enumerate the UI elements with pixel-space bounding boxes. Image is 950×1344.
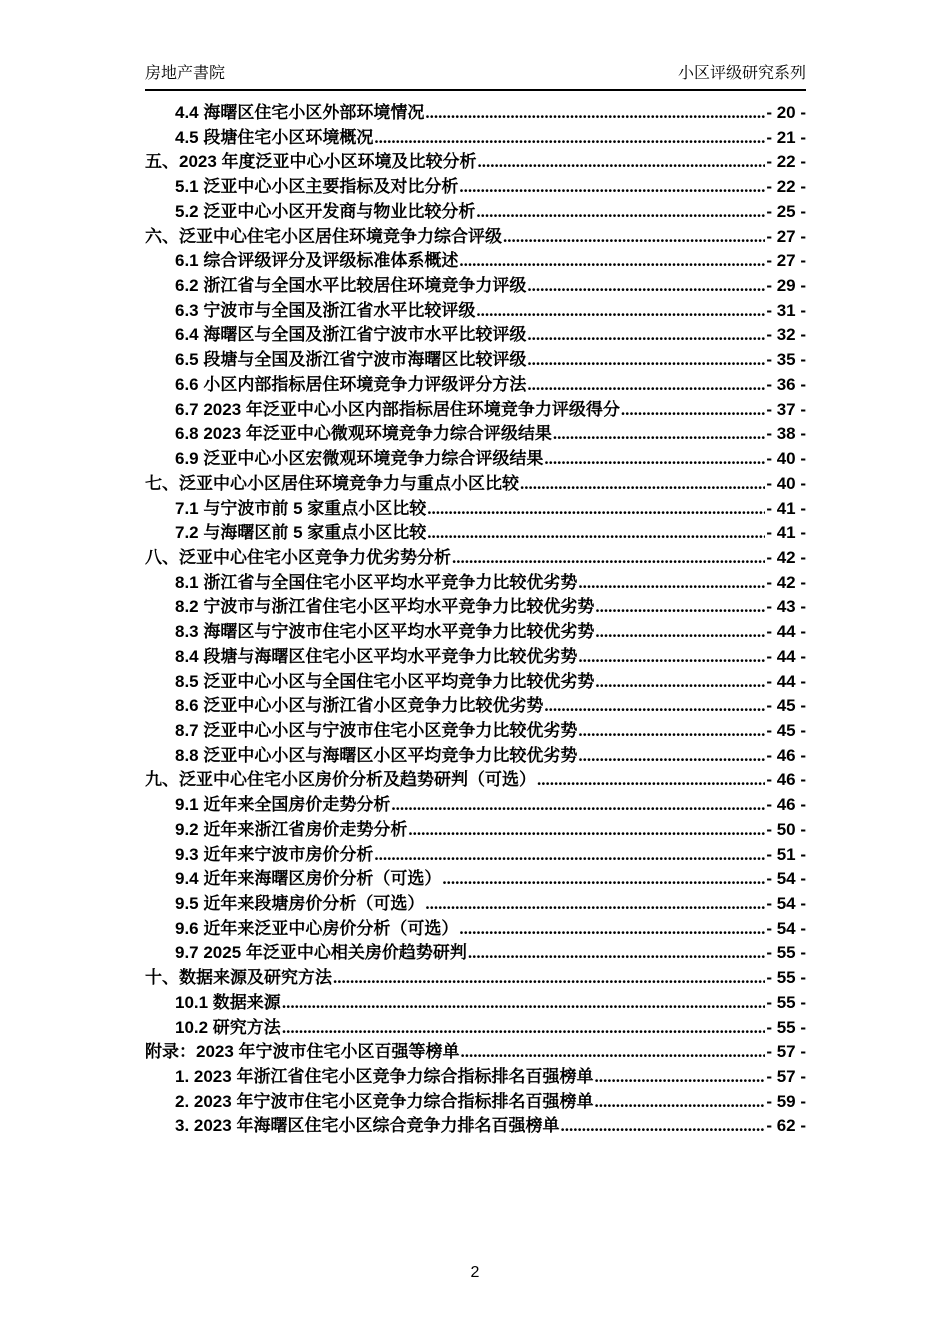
toc-entry[interactable] (145, 793, 806, 818)
toc-entry-title: 2. 2023 年宁波市住宅小区竞争力综合指标排名百强榜单 (175, 1091, 594, 1111)
toc-dot-leader (537, 768, 765, 793)
toc-dot-leader (527, 373, 765, 398)
toc-entry-title: 9.6 近年来泛亚中心房价分析（可选） (175, 918, 459, 938)
toc-dot-leader (391, 793, 765, 818)
toc-entry-title: 9.2 近年来浙江省房价走势分析 (175, 819, 408, 839)
toc-page-number: - 40 - (766, 473, 806, 493)
toc-entry-title: 7.2 与海曙区前 5 家重点小区比较 (175, 523, 427, 543)
toc-entry[interactable] (145, 818, 806, 843)
toc-list (145, 101, 806, 1139)
toc-entry[interactable] (145, 398, 806, 423)
toc-entry[interactable] (145, 348, 806, 373)
toc-dot-leader (594, 1065, 765, 1090)
toc-entry[interactable] (145, 694, 806, 719)
toc-page-number: - 31 - (766, 300, 806, 320)
toc-entry[interactable] (145, 323, 806, 348)
toc-dot-leader (553, 422, 765, 447)
toc-entry[interactable] (145, 917, 806, 942)
toc-dot-leader (560, 1114, 765, 1139)
toc-entry[interactable] (145, 670, 806, 695)
toc-entry[interactable] (145, 867, 806, 892)
toc-entry-title: 六、泛亚中心住宅小区居住环境竞争力综合评级 (145, 226, 502, 246)
toc-page-number: - 46 - (766, 770, 806, 790)
toc-page-number: - 46 - (766, 795, 806, 815)
toc-entry-title: 九、泛亚中心住宅小区房价分析及趋势研判（可选） (145, 770, 536, 790)
toc-entry[interactable] (145, 472, 806, 497)
toc-entry[interactable] (145, 843, 806, 868)
toc-page-number: - 51 - (766, 844, 806, 864)
toc-page-number: - 54 - (766, 918, 806, 938)
toc-entry-title: 4.5 段塘住宅小区环境概况 (175, 127, 374, 147)
header-series-title: 小区评级研究系列 (677, 65, 806, 82)
footer-page-number: 2 (470, 1264, 480, 1281)
toc-page-number: - 41 - (766, 523, 806, 543)
toc-entry[interactable] (145, 150, 806, 175)
toc-entry[interactable] (145, 249, 806, 274)
toc-dot-leader (578, 744, 765, 769)
toc-dot-leader (621, 398, 765, 423)
toc-dot-leader (578, 645, 765, 670)
toc-page-number: - 41 - (766, 498, 806, 518)
toc-entry[interactable] (145, 200, 806, 225)
toc-dot-leader (459, 917, 765, 942)
toc-page-number: - 21 - (766, 127, 806, 147)
toc-dot-leader (459, 249, 765, 274)
toc-entry[interactable] (145, 768, 806, 793)
toc-page-number: - 55 - (766, 968, 806, 988)
toc-entry[interactable] (145, 941, 806, 966)
toc-dot-leader (374, 843, 765, 868)
toc-entry-title: 8.7 泛亚中心小区与宁波市住宅小区竞争力比较优劣势 (175, 720, 578, 740)
toc-dot-leader (452, 546, 765, 571)
toc-entry-title: 9.7 2025 年泛亚中心相关房价趋势研判 (175, 943, 467, 963)
toc-entry-title: 五、2023 年度泛亚中心小区环境及比较分析 (145, 152, 477, 172)
toc-entry[interactable] (145, 1040, 806, 1065)
toc-page-number: - 22 - (766, 177, 806, 197)
toc-entry-title: 6.3 宁波市与全国及浙江省水平比较评级 (175, 300, 476, 320)
toc-dot-leader (478, 150, 766, 175)
toc-entry[interactable] (145, 620, 806, 645)
toc-dot-leader (282, 1016, 766, 1041)
toc-page-number: - 54 - (766, 869, 806, 889)
toc-entry-title: 6.2 浙江省与全国水平比较居住环境竞争力评级 (175, 276, 527, 296)
toc-entry-title: 6.8 2023 年泛亚中心微观环境竞争力综合评级结果 (175, 424, 552, 444)
toc-dot-leader (595, 670, 765, 695)
toc-entry[interactable] (145, 571, 806, 596)
toc-entry-title: 6.1 综合评级评分及评级标准体系概述 (175, 251, 459, 271)
toc-entry[interactable] (145, 546, 806, 571)
toc-page-number: - 59 - (766, 1091, 806, 1111)
toc-page-number: - 35 - (766, 350, 806, 370)
toc-entry-title: 8.4 段塘与海曙区住宅小区平均水平竞争力比较优劣势 (175, 646, 578, 666)
toc-entry[interactable] (145, 1065, 806, 1090)
toc-page-number: - 44 - (766, 671, 806, 691)
toc-entry-title: 7.1 与宁波市前 5 家重点小区比较 (175, 498, 427, 518)
toc-entry[interactable] (145, 175, 806, 200)
toc-entry-title: 8.8 泛亚中心小区与海曙区小区平均竞争力比较优劣势 (175, 745, 578, 765)
toc-page-number: - 38 - (766, 424, 806, 444)
toc-page-number: - 45 - (766, 696, 806, 716)
toc-page-number: - 57 - (766, 1067, 806, 1087)
toc-dot-leader (527, 274, 765, 299)
toc-entry[interactable] (145, 422, 806, 447)
header-brand: 房地产書院 (145, 65, 226, 82)
toc-entry[interactable] (145, 991, 806, 1016)
toc-entry-title: 1. 2023 年浙江省住宅小区竞争力综合指标排名百强榜单 (175, 1067, 594, 1087)
toc-entry[interactable] (145, 1016, 806, 1041)
toc-dot-leader (425, 892, 765, 917)
toc-entry-title: 8.6 泛亚中心小区与浙江省小区竞争力比较优劣势 (175, 696, 544, 716)
toc-entry-title: 6.7 2023 年泛亚中心小区内部指标居住环境竞争力评级得分 (175, 399, 620, 419)
toc-entry[interactable] (145, 645, 806, 670)
toc-entry[interactable] (145, 595, 806, 620)
toc-entry-title: 8.5 泛亚中心小区与全国住宅小区平均竞争力比较优劣势 (175, 671, 595, 691)
toc-entry-title: 10.1 数据来源 (175, 992, 281, 1012)
toc-dot-leader (282, 991, 766, 1016)
toc-page-number: - 44 - (766, 622, 806, 642)
toc-entry-title: 4.4 海曙区住宅小区外部环境情况 (175, 103, 425, 122)
toc-page-number: - 55 - (766, 943, 806, 963)
toc-entry-title: 9.3 近年来宁波市房价分析 (175, 844, 374, 864)
toc-dot-leader (461, 1040, 766, 1065)
toc-page-number: - 37 - (766, 399, 806, 419)
toc-dot-leader (333, 966, 765, 991)
toc-page-number: - 25 - (766, 201, 806, 221)
toc-dot-leader (578, 719, 765, 744)
toc-entry-title: 8.3 海曙区与宁波市住宅小区平均水平竞争力比较优劣势 (175, 622, 595, 642)
toc-entry-title: 6.5 段塘与全国及浙江省宁波市海曙区比较评级 (175, 350, 527, 370)
toc-entry-title: 附录：2023 年宁波市住宅小区百强等榜单 (145, 1042, 460, 1062)
page-footer (0, 1264, 950, 1282)
toc-entry[interactable] (145, 299, 806, 324)
toc-page-number: - 36 - (766, 374, 806, 394)
toc-entry[interactable] (145, 447, 806, 472)
toc-dot-leader (544, 694, 765, 719)
toc-entry-title: 8.2 宁波市与浙江省住宅小区平均水平竞争力比较优劣势 (175, 597, 595, 617)
toc-page-number: - 27 - (766, 226, 806, 246)
toc-page-number: - 43 - (766, 597, 806, 617)
toc-dot-leader (442, 867, 765, 892)
toc-page-number: - 32 - (766, 325, 806, 345)
toc-entry[interactable] (145, 1114, 806, 1139)
toc-dot-leader (427, 521, 765, 546)
toc-dot-leader (408, 818, 765, 843)
toc-page-number: - 45 - (766, 720, 806, 740)
toc-page-number: - 20 - (766, 103, 806, 122)
toc-entry[interactable] (145, 521, 806, 546)
toc-entry-title: 3. 2023 年海曙区住宅小区综合竞争力排名百强榜单 (175, 1116, 560, 1136)
toc-entry-title: 5.1 泛亚中心小区主要指标及对比分析 (175, 177, 459, 197)
toc-dot-leader (544, 447, 765, 472)
toc-page-number: - 29 - (766, 276, 806, 296)
toc-entry[interactable] (145, 225, 806, 250)
toc-entry-title: 8.1 浙江省与全国住宅小区平均水平竞争力比较优劣势 (175, 572, 578, 592)
page-header (145, 60, 806, 91)
toc-entry[interactable] (145, 744, 806, 769)
toc-entry-title: 6.6 小区内部指标居住环境竞争力评级评分方法 (175, 374, 527, 394)
toc-entry-title: 八、泛亚中心住宅小区竞争力优劣势分析 (145, 547, 451, 567)
toc-dot-leader (594, 1090, 765, 1115)
toc-page-number: - 46 - (766, 745, 806, 765)
toc-page-number: - 55 - (766, 992, 806, 1012)
toc-page-number: - 55 - (766, 1017, 806, 1037)
toc-entry-title: 9.1 近年来全国房价走势分析 (175, 795, 391, 815)
toc-dot-leader (595, 620, 765, 645)
toc-entry[interactable] (145, 274, 806, 299)
toc-dot-leader (527, 323, 765, 348)
toc-page-number: - 27 - (766, 251, 806, 271)
toc-entry[interactable] (145, 373, 806, 398)
toc-page-number: - 22 - (766, 152, 806, 172)
toc-entry-title: 5.2 泛亚中心小区开发商与物业比较分析 (175, 201, 476, 221)
toc-page-number: - 42 - (766, 547, 806, 567)
toc-page-number: - 50 - (766, 819, 806, 839)
toc-page-number: - 42 - (766, 572, 806, 592)
toc-dot-leader (476, 299, 765, 324)
toc-entry[interactable] (145, 719, 806, 744)
toc-dot-leader (459, 175, 765, 200)
toc-dot-leader (520, 472, 765, 497)
toc-page-number: - 62 - (766, 1116, 806, 1136)
toc-entry[interactable] (145, 892, 806, 917)
toc-entry-title: 10.2 研究方法 (175, 1017, 281, 1037)
toc-entry-title: 七、泛亚中心小区居住环境竞争力与重点小区比较 (145, 473, 519, 493)
toc-entry-title: 6.9 泛亚中心小区宏微观环境竞争力综合评级结果 (175, 449, 544, 469)
toc-page-number: - 44 - (766, 646, 806, 666)
toc-dot-leader (425, 101, 765, 126)
toc-entry[interactable] (145, 126, 806, 151)
toc-dot-leader (503, 225, 765, 250)
toc-page-number: - 54 - (766, 894, 806, 913)
toc-entry[interactable] (145, 101, 806, 126)
toc-entry-title: 9.4 近年来海曙区房价分析（可选） (175, 869, 442, 889)
toc-dot-leader (527, 348, 765, 373)
toc-entry[interactable] (145, 1090, 806, 1115)
toc-dot-leader (578, 571, 765, 596)
toc-dot-leader (595, 595, 765, 620)
toc-page-number: - 40 - (766, 449, 806, 469)
toc-dot-leader (374, 126, 765, 151)
toc-entry-title: 十、数据来源及研究方法 (145, 968, 332, 988)
toc-entry-title: 6.4 海曙区与全国及浙江省宁波市水平比较评级 (175, 325, 527, 345)
toc-entry[interactable] (145, 966, 806, 991)
toc-dot-leader (468, 941, 765, 966)
toc-dot-leader (476, 200, 765, 225)
toc-entry[interactable] (145, 497, 806, 522)
toc-entry-title: 9.5 近年来段塘房价分析（可选） (175, 894, 425, 913)
toc-page-number: - 57 - (766, 1042, 806, 1062)
toc-dot-leader (427, 497, 765, 522)
